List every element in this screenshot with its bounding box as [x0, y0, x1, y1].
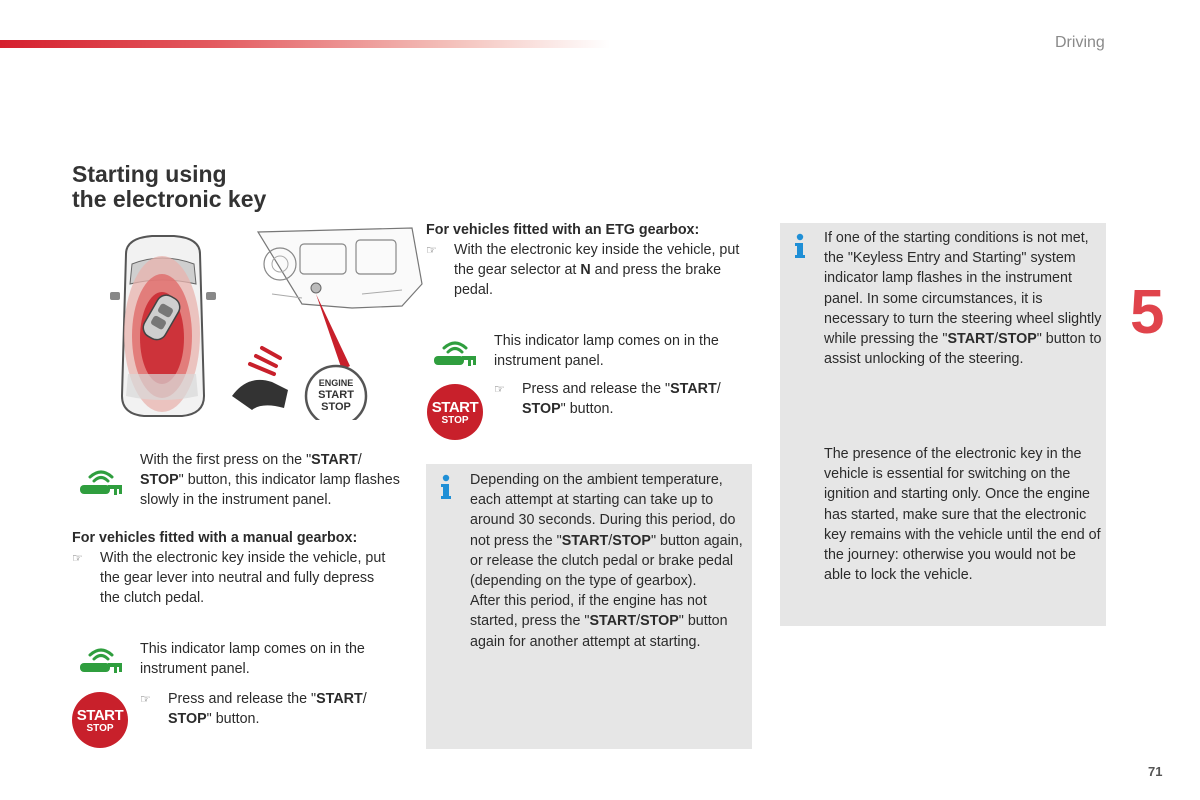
- lamp-on-text: This indicator lamp comes on in the instrument panel.: [140, 641, 365, 678]
- info-icon: [438, 474, 454, 500]
- start-stop-button-icon: START STOP: [72, 692, 128, 748]
- info-box-starting-conditions: [780, 223, 1106, 626]
- info-icon: [792, 233, 808, 259]
- lamp-on-text: This indicator lamp comes on in the instrument panel.: [494, 333, 719, 370]
- section-label: Driving: [1055, 34, 1105, 51]
- keyless-lamp-icon: [78, 465, 124, 497]
- engine-start-stop-button-icon: [306, 366, 366, 420]
- starting-conditions-text: If one of the starting conditions is not met, the "Keyless Entry and Starting" system indicator lamp flashes in the instrument panel. In some circumstances, it is necessary to turn the steering wheel slightly while pressing the "START/STOP" button to assist unlocking of the steering.: [824, 230, 1102, 368]
- pointing-hand-bullet-icon: ☞: [494, 382, 505, 396]
- manual-gearbox-bullet: ☞ With the electronic key inside the vehicle, put the gear lever into neutral and fully depress the clutch pedal.: [72, 548, 392, 609]
- engine-label: ENGINE: [318, 378, 354, 388]
- page-title-line1: Starting using: [72, 161, 227, 187]
- info-text: [470, 470, 750, 652]
- info-paragraph-1: Depending on the ambient temperature, each attempt at starting can take up to around 30 seconds. During this period, do not press the "START/STOP" button again, or release the clutch pedal or brake pedal (depending on the type of gearbox).: [470, 472, 743, 590]
- keyless-lamp-icon: [78, 643, 124, 675]
- start-label: START: [318, 389, 354, 401]
- chapter-number: 5: [1130, 278, 1165, 347]
- page-title: [72, 162, 266, 212]
- info-paragraph-2: After this period, if the engine has not started, press the "START/STOP" button again for another attempt at starting.: [470, 593, 728, 650]
- first-press-text: With the first press on the "START/ STOP" button, this indicator lamp flashes slowly in the instrument panel.: [140, 452, 400, 509]
- etg-gearbox-heading: For vehicles fitted with an ETG gearbox:: [426, 222, 700, 238]
- hand-pressing-icon: [232, 348, 288, 410]
- start-stop-button-icon: START STOP: [427, 384, 483, 440]
- manual-gearbox-heading: For vehicles fitted with a manual gearbox:: [72, 530, 358, 546]
- press-release-bullet: ☞ Press and release the "START/ STOP" button.: [494, 379, 750, 419]
- info-box-ambient-temperature: [426, 464, 752, 749]
- etg-gearbox-bullet: ☞ With the electronic key inside the vehicle, put the gear selector at N and press the brake pedal.: [426, 240, 744, 301]
- keyless-lamp-icon: [432, 336, 478, 368]
- page-number: 71: [1148, 764, 1163, 779]
- key-starting-illustration: [102, 224, 424, 420]
- pointing-hand-bullet-icon: ☞: [426, 243, 437, 257]
- pointing-hand-bullet-icon: ☞: [140, 692, 151, 706]
- stop-label: STOP: [321, 401, 351, 413]
- dashboard-icon: [258, 228, 422, 308]
- header-color-bar: [0, 40, 610, 48]
- press-release-bullet: ☞ Press and release the "START/ STOP" button.: [140, 689, 402, 729]
- page-title-line2: the electronic key: [72, 186, 267, 212]
- pointing-hand-bullet-icon: ☞: [72, 551, 83, 565]
- key-presence-text: The presence of the electronic key in the vehicle is essential for switching on the ignition and starting only. Once the engine has started, make sure that the electronic key remains with the vehicle until the end of the journey: otherwise you would not be able to lock the vehicle.: [824, 446, 1101, 584]
